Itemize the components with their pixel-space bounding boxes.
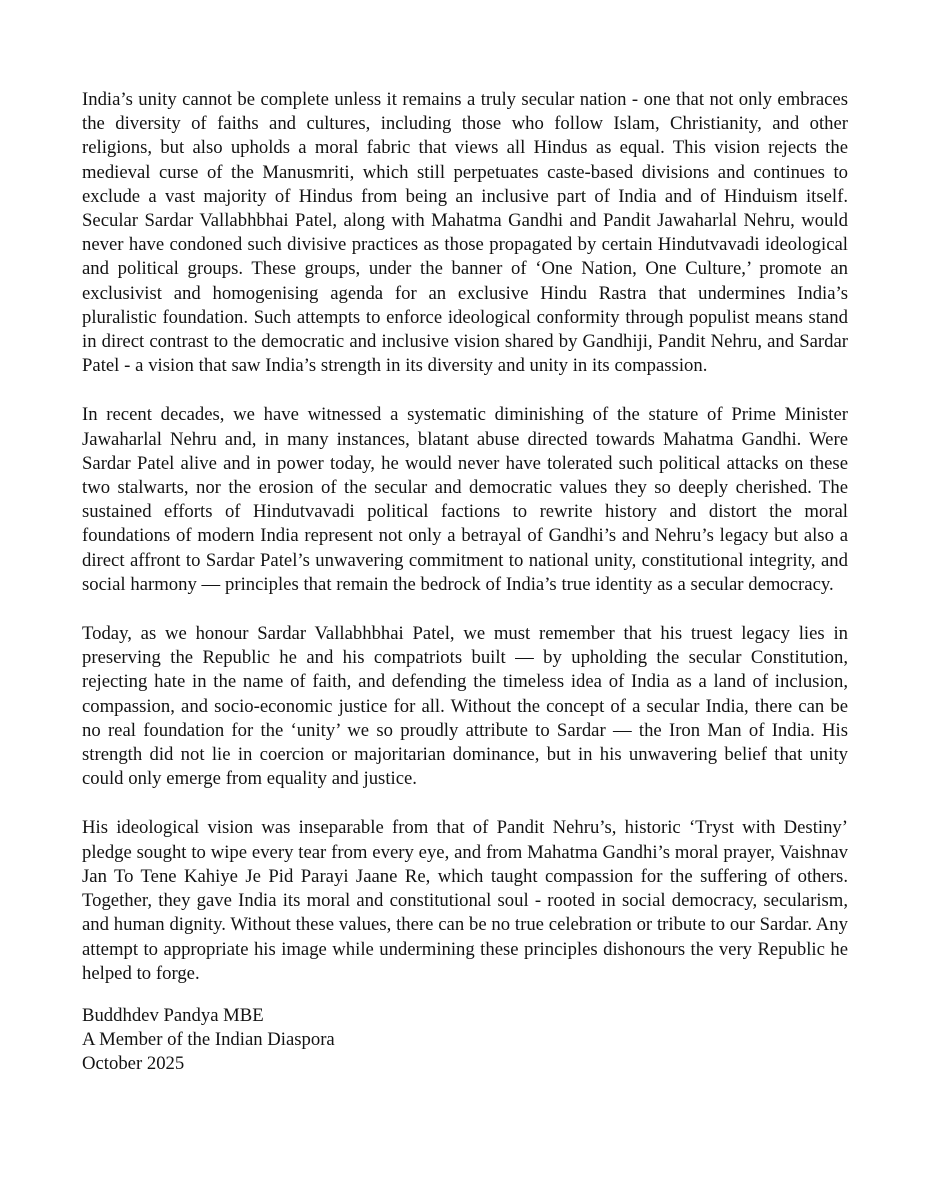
paragraph-ideological-vision: His ideological vision was inseparable from that of Pandit Nehru’s, historic ‘Tryst with Destiny’ pledge sought to wipe every tear from every eye, and from Mahatma Gandhi’s moral prayer, Vaishnav Jan To Tene Kahiye Je Pid Parayi Jaane Re, which taught compassion for the suffering of others. Together, they gave India its moral and constitutional soul - rooted in social democracy, secularism, and human dignity. Without these values, there can be no true celebration or tribute to our Sardar. Any attempt to appropriate his image while undermining these principles dishonours the very Republic he helped to forge.	[82, 817, 848, 984]
author-name: Buddhdev Pandya MBE	[82, 1004, 264, 1026]
signature-block	[82, 1004, 848, 1077]
document-date: October 2025	[82, 1053, 185, 1075]
document-text-body	[82, 88, 848, 1077]
paragraph-secular-nation: India’s unity cannot be complete unless it remains a truly secular nation - one that not only embraces the diversity of faiths and cultures, including those who follow Islam, Christianity, and other religions, but also upholds a moral fabric that views all Hindus as equal. This vision rejects the medieval curse of the Manusmriti, which still perpetuates caste-based divisions and continues to exclude a vast majority of Hindus from being an inclusive part of India and of Hinduism itself. Secular Sardar Vallabhbhai Patel, along with Mahatma Gandhi and Pandit Jawaharlal Nehru, would never have condoned such divisive practices as those propagated by certain Hindutvavadi ideological and political groups. These groups, under the banner of ‘One Nation, One Culture,’ promote an exclusivist and homogenising agenda for an exclusive Hindu Rastra that undermines India’s pluralistic foundation. Such attempts to enforce ideological conformity through populist means stand in direct contrast to the democratic and inclusive vision shared by Gandhiji, Pandit Nehru, and Sardar Patel - a vision that saw India’s strength in its diversity and unity in its compassion.	[82, 89, 848, 377]
paragraph-recent-decades: In recent decades, we have witnessed a systematic diminishing of the stature of Prime Minister Jawaharlal Nehru and, in many instances, blatant abuse directed towards Mahatma Gandhi. Were Sardar Patel alive and in power today, he would never have tolerated such political attacks on these two stalwarts, nor the erosion of the secular and democratic values they so deeply cherished. The sustained efforts of Hindutvavadi political factions to rewrite history and distort the moral foundations of modern India represent not only a betrayal of Gandhi’s and Nehru’s legacy but also a direct affront to Sardar Patel’s unwavering commitment to national unity, constitutional integrity, and social harmony — principles that remain the bedrock of India’s true identity as a secular democracy.	[82, 404, 848, 595]
paragraph-honour-patel: Today, as we honour Sardar Vallabhbhai Patel, we must remember that his truest legacy lies in preserving the Republic he and his compatriots built — by upholding the secular Constitution, rejecting hate in the name of faith, and defending the timeless idea of India as a land of inclusion, compassion, and socio-economic justice for all. Without the concept of a secular India, there can be no real foundation for the ‘unity’ we so proudly attribute to Sardar — the Iron Man of India. His strength did not lie in coercion or majoritarian dominance, but in his unwavering belief that unity could only emerge from equality and justice.	[82, 623, 848, 790]
author-affiliation: A Member of the Indian Diaspora	[82, 1029, 335, 1051]
